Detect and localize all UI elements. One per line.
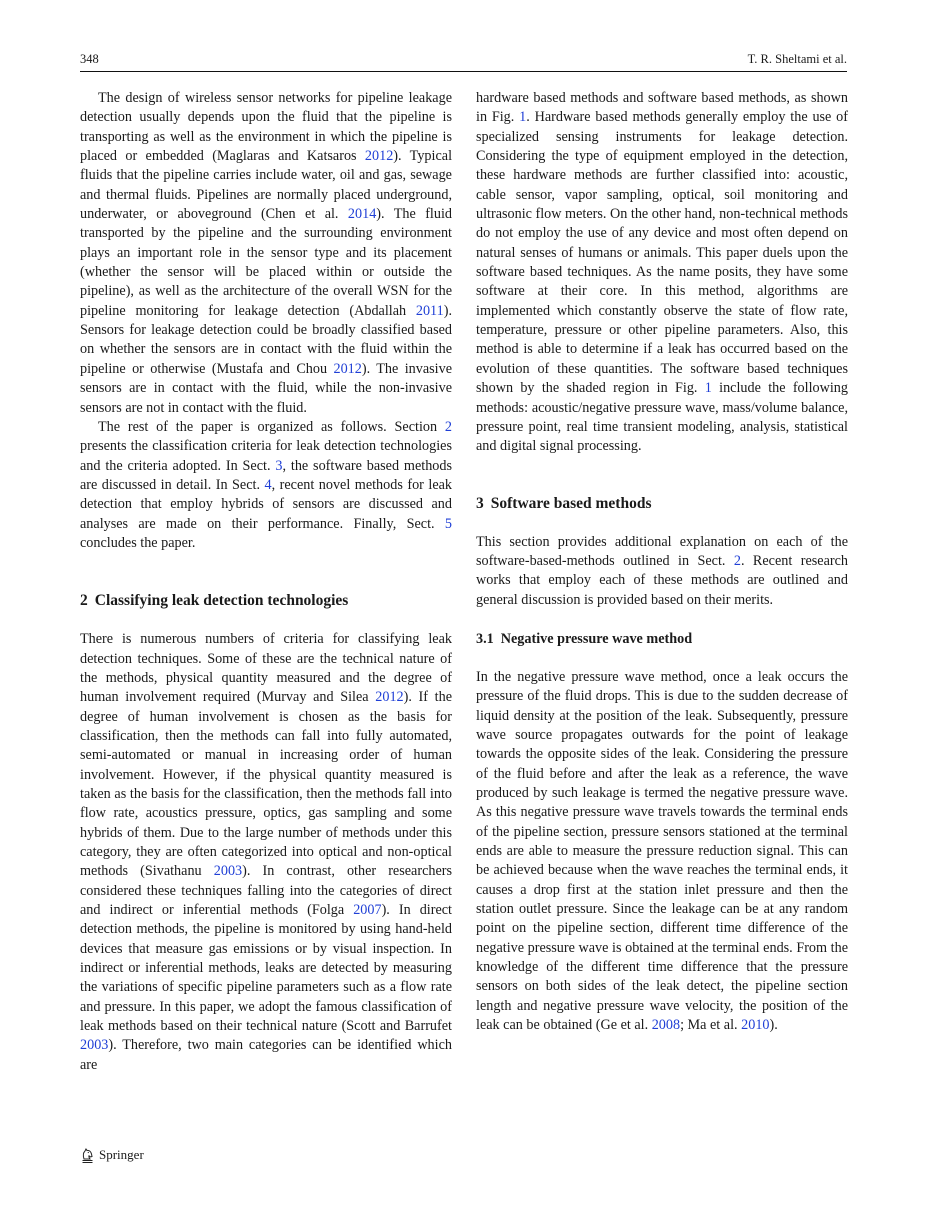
running-head-authors: T. R. Sheltami et al. bbox=[747, 52, 847, 66]
citation-link[interactable]: 2012 bbox=[333, 360, 362, 377]
header-rule bbox=[80, 71, 847, 72]
citation-link[interactable]: 2 bbox=[733, 552, 741, 569]
paragraph: In the negative pressure wave method, once a leak occurs the pressure of the fluid drops. This is due to the sudden decrease of liquid density at the position of the leak. Subsequently, pressure wave source propagates outwards for the point of leakage towards the opposite sides of the leak. Considering the pressure of the fluid before and after the leak as a reference, the wave produced by such leakage is termed the negative pressure wave. As this negative pressure wave travels towards the terminal ends of the pipeline section, pressure sensors stationed at the terminal ends are able to measure the pressure reduction signal. This can be achieved because when the wave reaches the terminal ends, it causes a drop first at the station inlet pressure and then the station outlet pressure. Since the leakage can be at any random point on the pipeline section, different time difference of the negative pressure wave is obtained at the terminal ends. From the knowledge of the different time difference that the pressure sensors on both sides of the leak detect, the pipeline section length and negative pressure wave velocity, the position of the leak can be obtained (Ge et al. 2008; Ma et al. 2010). bbox=[476, 668, 848, 1034]
citation-link[interactable]: 2012 bbox=[364, 148, 394, 165]
right-column bbox=[476, 89, 848, 1035]
citation-link[interactable]: 2003 bbox=[213, 863, 243, 880]
citation-link[interactable]: 2003 bbox=[80, 1037, 109, 1054]
subsection-title: Negative pressure wave method bbox=[500, 630, 693, 647]
citation-link[interactable]: 2007 bbox=[353, 902, 382, 919]
citation-link[interactable]: 1 bbox=[704, 380, 712, 397]
citation-link[interactable]: 1 bbox=[519, 109, 527, 126]
citation-link[interactable]: 3 bbox=[275, 457, 283, 474]
section-number: 3 bbox=[476, 494, 484, 512]
footer bbox=[80, 1145, 144, 1165]
citation-link[interactable]: 4 bbox=[264, 476, 272, 493]
subsection-heading bbox=[476, 629, 848, 649]
citation-link[interactable]: 2012 bbox=[375, 689, 404, 706]
citation-link[interactable]: 2011 bbox=[415, 302, 444, 319]
citation-link[interactable]: 5 bbox=[444, 515, 452, 532]
paragraph: The design of wireless sensor networks for pipeline leakage detection usually depends upon the fluid that the pipeline is transporting as well as the environment in which the pipeline is placed or embedded (Maglaras and Katsaros 2012). Typical fluids that the pipeline carries include water, oil and gas, sewage and thermal fluids. Pipelines are normally placed underground, underwater, or aboveground (Chen et al. 2014). The fluid transported by the pipeline and the surrounding environment plays an important role in the sensor type and its placement (whether the sensor will be placed within or outside the pipeline), as well as the architecture of the overall WSN for the pipeline monitoring for leakage detection (Abdallah 2011). Sensors for leakage detection could be broadly classified based on whether the sensors are in contact with the fluid within the pipeline or otherwise (Mustafa and Chou 2012). The invasive sensors are in contact with the fluid, while the non-invasive sensors are not in contact with the fluid. bbox=[80, 90, 453, 416]
section-title: Software based methods bbox=[490, 494, 652, 512]
section-heading bbox=[476, 494, 848, 514]
section-heading bbox=[80, 591, 452, 611]
citation-link[interactable]: 2010 bbox=[741, 1017, 770, 1034]
left-column bbox=[80, 89, 452, 1075]
publisher-name: Springer bbox=[99, 1147, 144, 1162]
citation-link[interactable]: 2008 bbox=[651, 1017, 681, 1034]
page-number: 348 bbox=[80, 52, 99, 66]
citation-link[interactable]: 2 bbox=[444, 418, 452, 435]
running-head bbox=[80, 50, 847, 70]
subsection-number: 3.1 bbox=[476, 630, 494, 647]
section-number: 2 bbox=[80, 592, 88, 610]
paragraph: hardware based methods and software based methods, as shown in Fig. 1. Hardware based methods generally employ the use of specialized sensing instruments for leakage detection. Considering the type of equipment employed in the detection, these hardware methods are further classified into: acoustic, cable sensor, vapor sampling, optical, soil monitoring and ultrasonic flow meters. On the other hand, non-technical methods do not employ the use of any device and most often depend on natural senses of humans or animals. This paper duels upon the software based techniques. As the name posits, they have some software at their core. In this method, algorithms are implemented which constantly observe the state of flow rate, temperature, pressure or other pipeline parameters. Also, this method is able to determine if a leak has occurred based on the evolution of these quantities. The software based techniques shown by the shaded region in Fig. 1 include the following methods: acoustic/negative pressure wave, mass/volume balance, pressure point, real time transient modeling, analysis, statistical and digital signal processing. bbox=[476, 90, 848, 455]
paragraph: This section provides additional explanation on each of the software-based-methods outlined in Sect. 2. Recent research works that employ each of these methods are outlined and general discussion is provided based on their merits. bbox=[476, 533, 848, 608]
citation-link[interactable]: 2014 bbox=[347, 206, 377, 223]
paragraph: There is numerous numbers of criteria for classifying leak detection techniques. Some of these are the technical nature of the methods, physical quantity measured and the degree of human involvement required (Murvay and Silea 2012). If the degree of human involvement is chosen as the basis for classification, then the methods can fall into fully automated, semi-automated or manual in increasing order of human involvement. However, if the physical quantity measured is taken as the basis for the classification, then the methods fall into flow rate, acoustics pressure, optics, gas sampling and some hybrids of them. Due to the large number of methods under this category, they are often categorized into optical and non-optical methods (Sivathanu 2003). In contrast, other researchers considered these techniques falling into the categories of direct and indirect or inferential methods (Folga 2007). In direct detection methods, the pipeline is monitored by using hand-held devices that measure gas emissions or by visual inspection. In indirect or inferential methods, leaks are detected by measuring the variations of specific pipeline parameters such as a flow rate and pressure. In this paper, we adopt the famous classification of leak methods based on their technical nature (Scott and Barrufet 2003). Therefore, two main categories can be identified which are bbox=[80, 631, 453, 1073]
paragraph: The rest of the paper is organized as follows. Section 2 presents the classification criteria for leak detection technologies and the criteria adopted. In Sect. 3, the software based methods are discussed in detail. In Sect. 4, recent novel methods for leak detection that employ hybrids of sensors are discussed and analyses are made on their performance. Finally, Sect. 5 concludes the paper. bbox=[80, 418, 453, 551]
section-title: Classifying leak detection technologies bbox=[94, 592, 349, 610]
springer-knight-icon bbox=[80, 1147, 95, 1164]
